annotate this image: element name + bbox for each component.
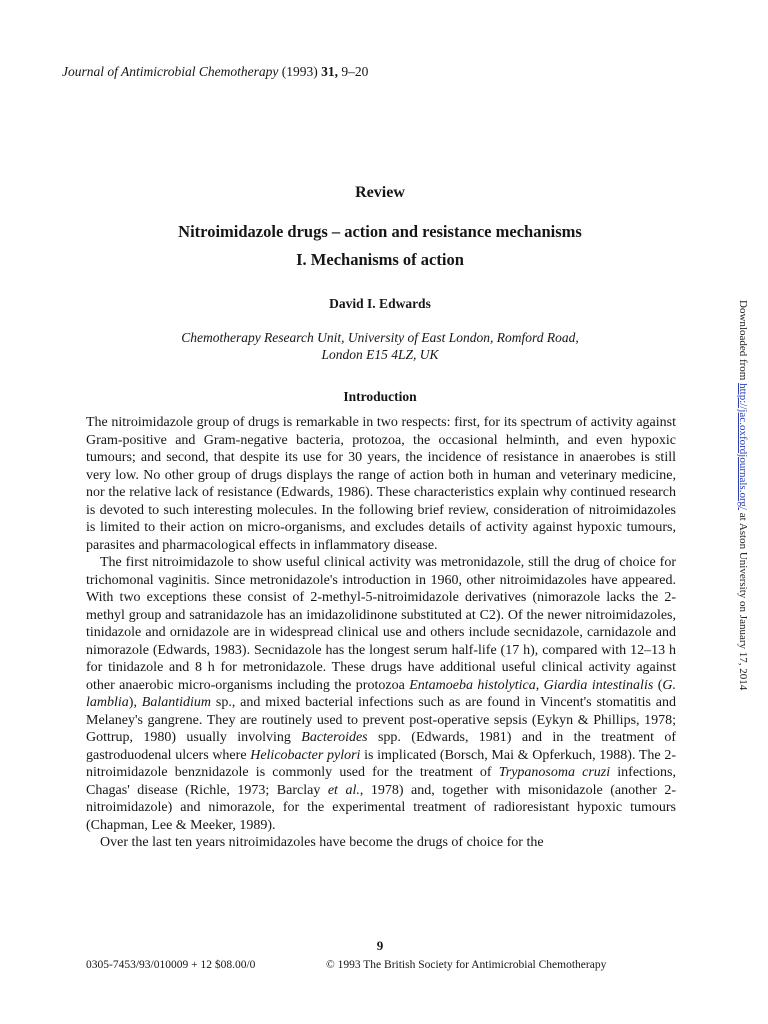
download-link[interactable]: http://jac.oxfordjournals.org/ [737, 383, 749, 510]
journal-name: Journal of Antimicrobial Chemotherapy [62, 64, 279, 79]
taxon-name: Giardia intestinalis [543, 677, 654, 693]
affiliation-line-2: London E15 4LZ, UK [321, 347, 439, 362]
journal-volume: 31, [321, 64, 338, 79]
taxon-name: Helicobacter pylori [250, 747, 361, 763]
affiliation-line-1: Chemotherapy Research Unit, University of East London, Romford Road, [181, 330, 579, 345]
paragraph-2: The first nitroimidazole to show useful clinical activity was metronidazole, still the drug of choice for trichomonal vaginitis. Since metronidazole's introduction in 1960, other nitroimidazoles have appeared. With two exceptions these consist of 2-methyl-5-nitroimidazole derivatives (nimorazole lacks the 2-methyl group and satranidazole has an imidazolidinone substituted at C2). Of the newer nitroimidazoles, tinidazole and ornidazole are in widespread clinical use and others include secnidazole, carnidazole and nimorazole (Edwards, 1983). Secnidazole has the longest serum half-life (17 h), compared with 12–13 h for tinidazole and 8 h for metronidazole. These drugs have additional useful clinical activity against other anaerobic micro-organisms including the protozoa Entamoeba histolytica, Giardia intestinalis (G. lamblia), Balantidium sp., and mixed bacterial infections such as are found in Vincent's stomatitis and Melaney's gangrene. They are routinely used to prevent post-operative sepsis (Eykyn & Phillips, 1978; Gottrup, 1980) usually involving Bacteroides spp. (Edwards, 1981) and in the treatment of gastroduodenal ulcers where Helicobacter pylori is implicated (Borsch, Mai & Opferkuch, 1988). The 2-nitroimidazole benznidazole is commonly used for the treatment of Trypanosoma cruzi infections, Chagas' disease (Richle, 1973; Barclay et al., 1978) and, together with misonidazole (another 2-nitroimidazole) and nimorazole, for the experimental treatment of radioresistant hypoxic tumours (Chapman, Lee & Meeker, 1989). [86, 555, 677, 833]
journal-reference [62, 64, 368, 80]
author-name: David I. Edwards [329, 296, 431, 311]
citation-etal: et al. [327, 782, 360, 798]
journal-year: (1993) [281, 64, 318, 79]
article-title: Nitroimidazole drugs – action and resistance mechanisms [178, 222, 582, 241]
footer-copyright: © 1993 The British Society for Antimicrobial Chemotherapy [326, 959, 607, 971]
section-heading: Introduction [343, 389, 417, 404]
paragraph-1: The nitroimidazole group of drugs is remarkable in two respects: first, for its spectrum of activity against Gram-positive and Gram-negative bacteria, protozoa, the occasional helminth, and even hypoxic tumours; and second, that despite its use for 30 years, the incidence of resistance in anaerobes is still very low. No other group of drugs displays the range of action both in human and veterinary medicine, nor the relative lack of resistance (Edwards, 1986). These characteristics explain why continued research is devoted to such interesting molecules. In the following brief review, consideration of nitroimidazoles is limited to their action on micro-organisms, and excludes details of activity against hypoxic tumours, parasites and pharmacological effects in inflammatory disease. [86, 415, 676, 553]
article-type: Review [355, 184, 405, 201]
taxon-name: G. lamblia [86, 677, 676, 710]
journal-pages: 9–20 [341, 64, 369, 79]
footer-code: 0305-7453/93/010009 + 12 $08.00/0 [86, 959, 256, 971]
paragraph-3: Over the last ten years nitroimidazoles have become the drugs of choice for the [100, 835, 544, 850]
taxon-name: Balantidium [141, 695, 212, 710]
page-number: 9 [376, 938, 384, 953]
article-subtitle: I. Mechanisms of action [296, 250, 464, 269]
taxon-name: Entamoeba histolytica [409, 677, 536, 693]
taxon-name: Trypanosoma cruzi [498, 765, 611, 780]
article-body [86, 414, 676, 852]
taxon-name: Bacteroides [301, 730, 368, 745]
download-watermark: Downloaded from http://jac.oxfordjournals.org/ at Aston University on January 17, 2014 [737, 300, 749, 691]
